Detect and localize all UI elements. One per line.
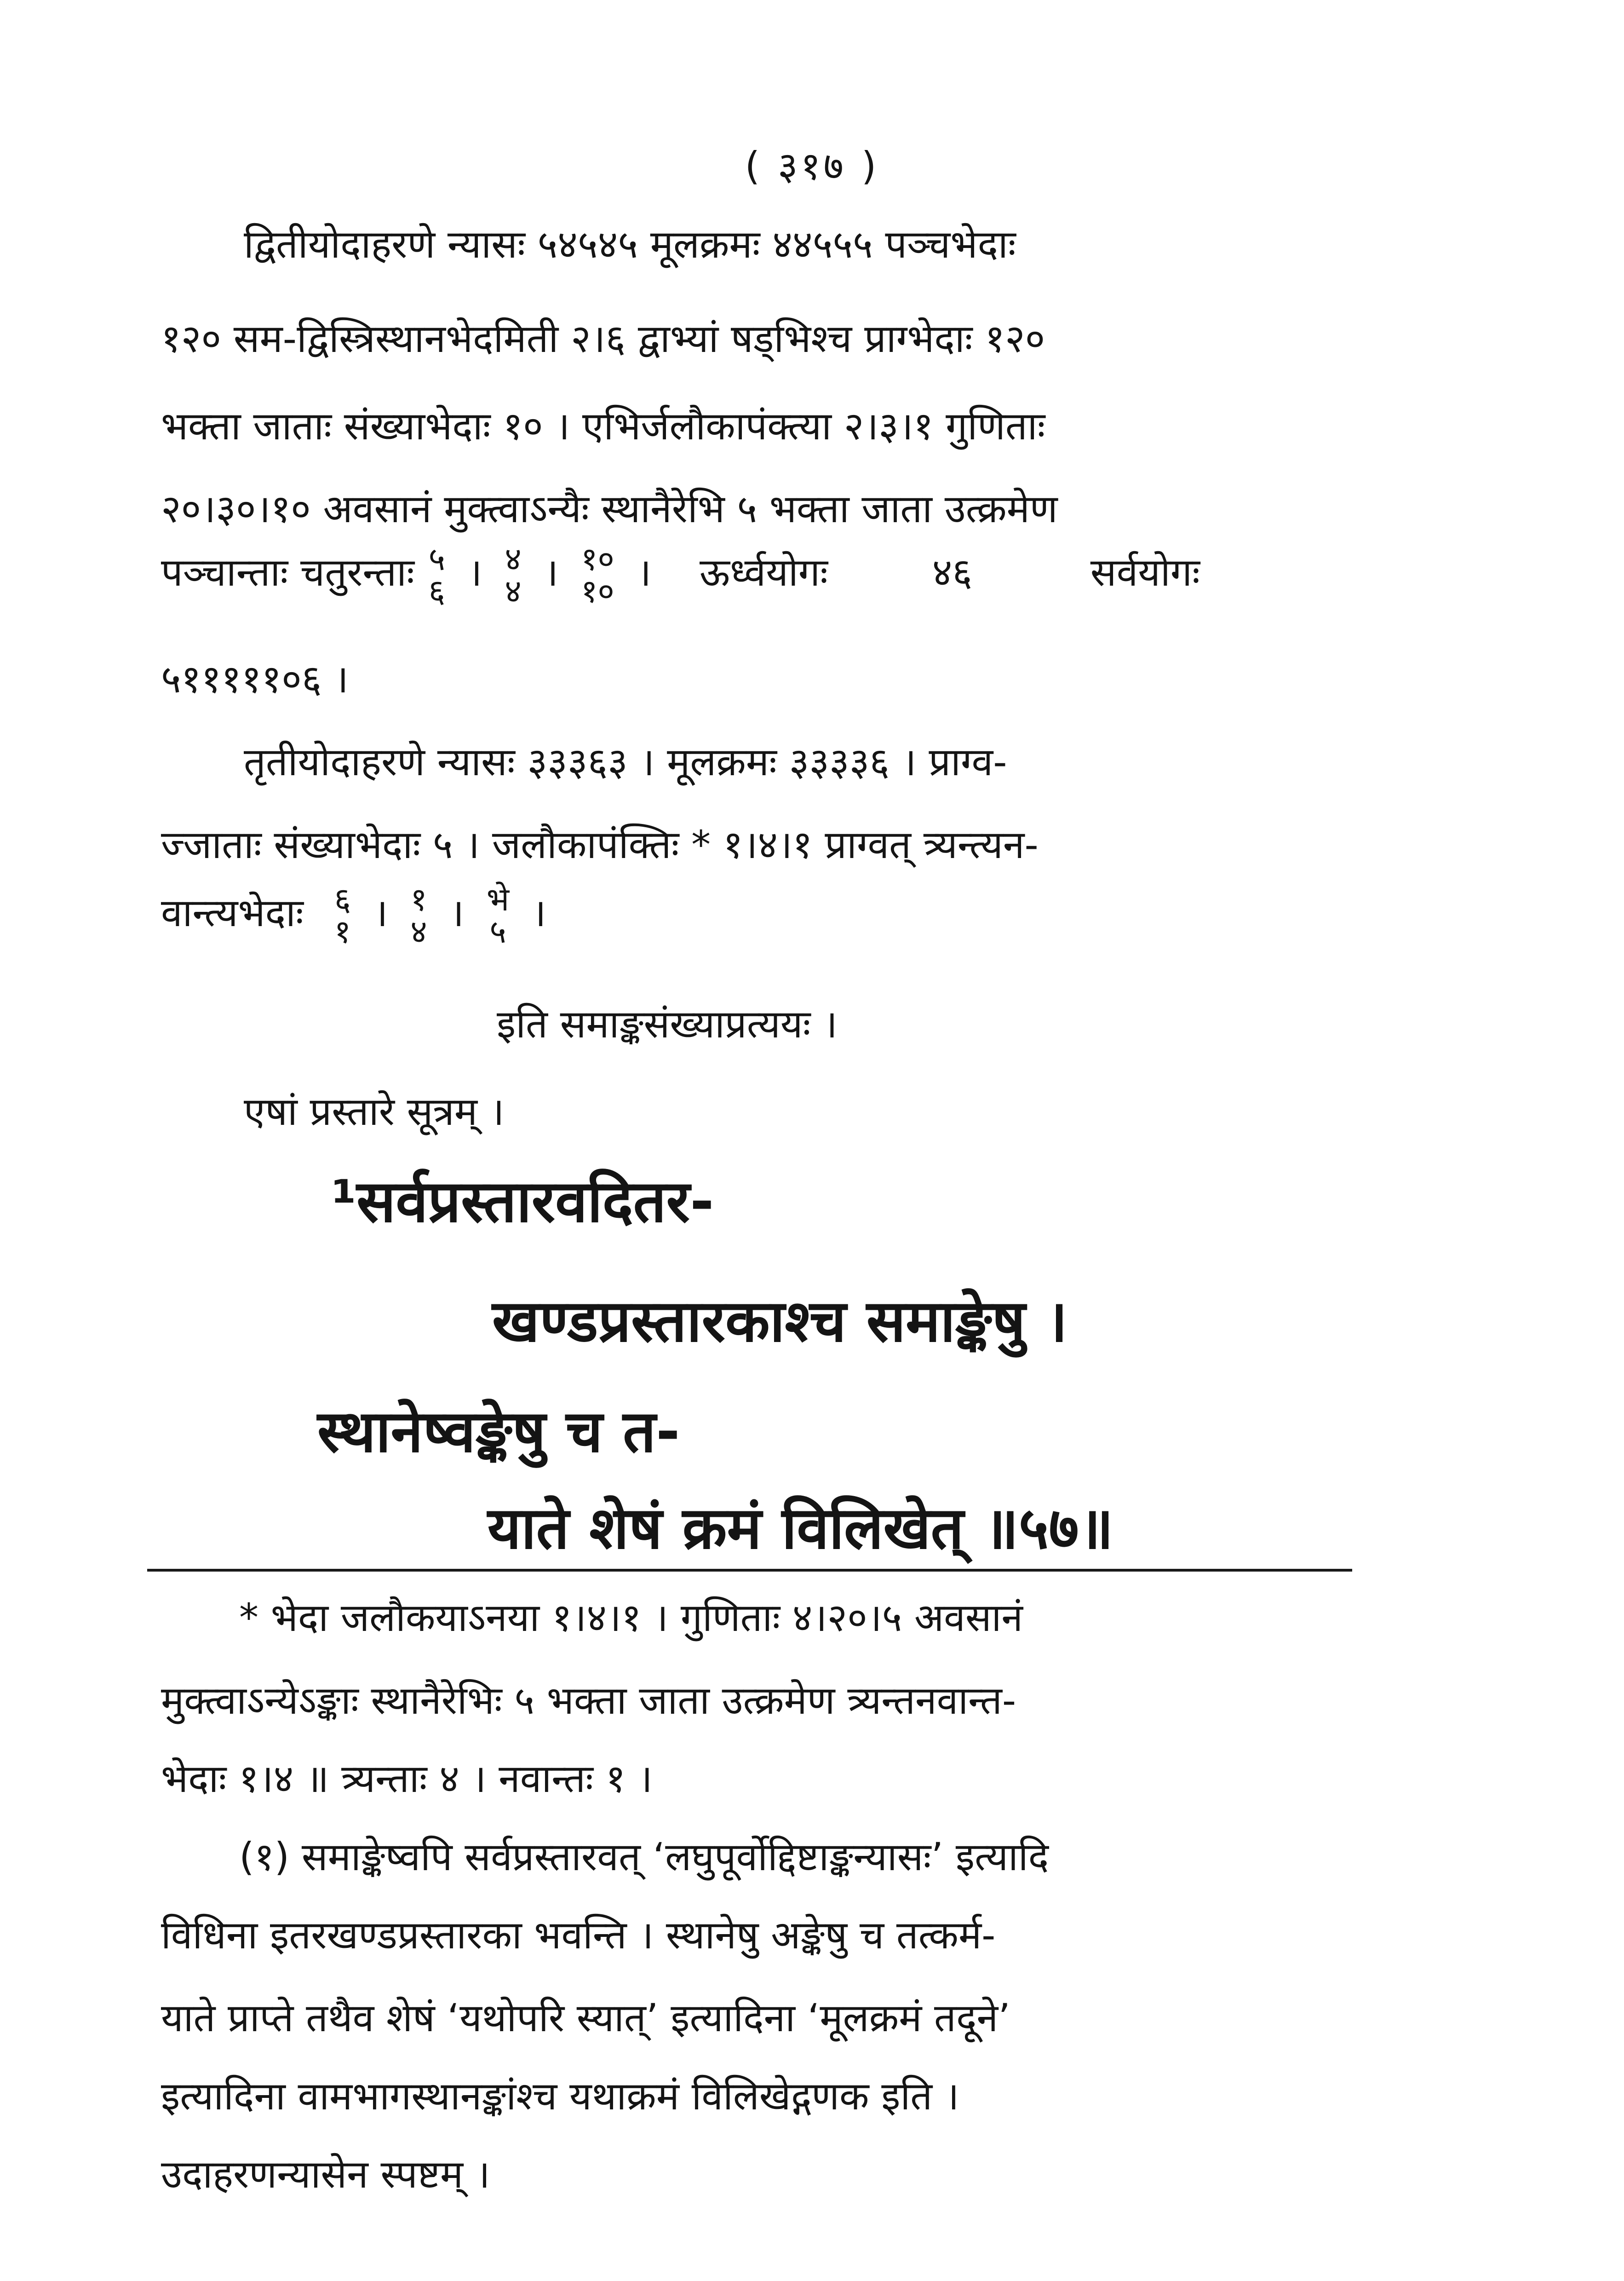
para1-line1: द्वितीयोदाहरणे न्यासः ५४५४५ मूलक्रमः ४४५५५ पञ्चभेदाः xyxy=(244,222,1016,267)
footnote-star-line1: * भेदा जलौकयाऽनया १।४।१ । गुणिताः ४।२०।५ अवसानं xyxy=(239,1595,1023,1640)
footnote-star-line2: मुक्त्वाऽन्येऽङ्काः स्थानैरेभिः ५ भक्ता जाता उत्क्रमेण त्र्यन्तनवान्त- xyxy=(161,1678,1016,1723)
para1-line5-lead: पञ्चान्ताः चतुरन्ताः xyxy=(161,549,414,595)
intro-line: एषां प्रस्तारे सूत्रम् । xyxy=(244,1089,505,1134)
footnote-one-line2: विधिना इतरखण्डप्रस्तारका भवन्ति । स्थानेषु अङ्केषु च तत्कर्म- xyxy=(161,1912,996,1958)
footnote-divider xyxy=(147,1569,1352,1572)
sarva-label: सर्वयोगः xyxy=(1090,549,1200,595)
footnote-one-line3: याते प्राप्ते तथैव शेषं ‘यथोपरि स्यात्’ इत्यादिना ‘मूलक्रमं तदूने’ xyxy=(161,1995,1010,2040)
fraction: ४ ४ xyxy=(505,540,522,610)
para1-line2: १२० सम-द्विस्त्रिस्थानभेदमिती २।६ द्वाभ्यां षड्भिश्च प्राग्भेदाः १२० xyxy=(161,316,1045,361)
urdhva-value: ४६ xyxy=(932,549,973,595)
sutra-line4: याते शेषं क्रमं विलिखेत् ॥५७॥ xyxy=(488,1494,1114,1562)
footnote-one-line1: (१) समाङ्केष्वपि सर्वप्रस्तारवत् ‘लघुपूर्वोद्दिष्टाङ्कन्यासः’ इत्यादि xyxy=(239,1834,1049,1879)
para2-line1: तृतीयोदाहरणे न्यासः ३३३६३ । मूलक्रमः ३३३३६ । प्राग्व- xyxy=(244,739,1007,784)
footnote-one-line4: इत्यादिना वामभागस्थानङ्कांश्च यथाक्रमं विलिखेद्गणक इति । xyxy=(161,2074,959,2119)
fraction: १ ४ xyxy=(410,881,427,950)
sutra-line3: स्थानेष्वङ्केषु च त- xyxy=(317,1398,680,1465)
para1-line6: ५१११११०६ । xyxy=(161,657,349,702)
fraction: ६ १ xyxy=(334,881,351,950)
para2-line2: ज्जाताः संख्याभेदाः ५ । जलौकापंक्तिः * १।४।१ प्राग्वत् त्र्यन्त्यन- xyxy=(161,822,1039,867)
para1-fraction-line: पञ्चान्ताः चतुरन्ताः ५ ६ । ४ ४ । १० १० । ऊर्ध्वयोगः ४६ सर्वयोगः xyxy=(161,540,1200,610)
urdhva-label: ऊर्ध्वयोगः xyxy=(700,549,828,595)
fraction: भे ५ xyxy=(486,881,510,950)
page-number: ( ३१७ ) xyxy=(745,144,879,189)
fraction: १० १० xyxy=(580,540,614,610)
sutra-line1: ¹सर्वप्रस्तारवदितर- xyxy=(331,1168,714,1235)
footnote-one-line5: उदाहरणन्यासेन स्पष्टम् । xyxy=(161,2152,490,2197)
iti-line: इति समाङ्कसंख्याप्रत्ययः । xyxy=(497,1002,838,1047)
fraction: ५ ६ xyxy=(428,540,446,610)
para1-line3: भक्ता जाताः संख्याभेदाः १० । एभिर्जलौकापंक्त्या २।३।१ गुणिताः xyxy=(161,403,1045,449)
para2-line3-lead: वान्त्यभेदाः xyxy=(161,890,304,935)
para1-line4: २०।३०।१० अवसानं मुक्त्वाऽन्यैः स्थानैरेभि ५ भक्ता जाता उत्क्रमेण xyxy=(161,486,1058,531)
para2-fraction-line: वान्त्यभेदाः ६ १ । १ ४ । भे ५ । xyxy=(161,881,546,950)
sutra-line2: खण्डप्रस्तारकाश्च समाङ्केषु । xyxy=(492,1287,1068,1355)
footnote-star-line3: भेदाः १।४ ॥ त्र्यन्ताः ४ । नवान्तः १ । xyxy=(161,1756,653,1801)
